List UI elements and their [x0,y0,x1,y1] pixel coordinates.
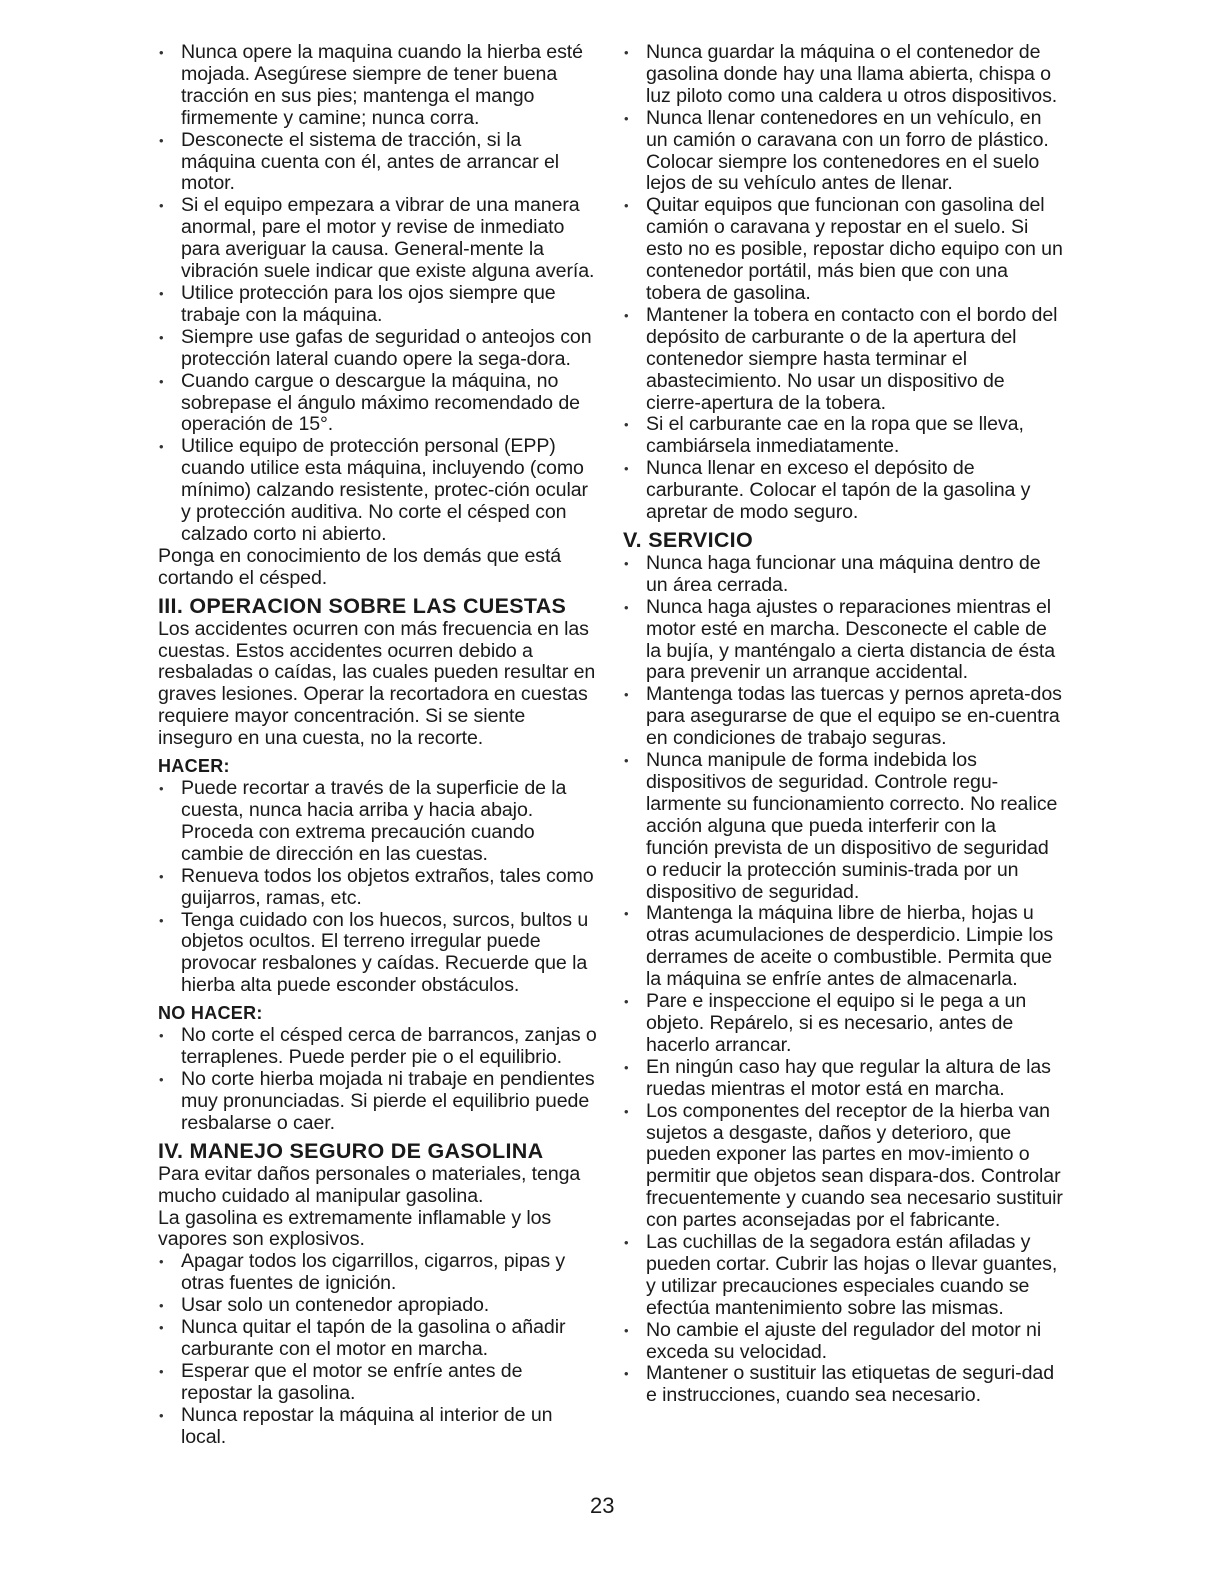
list-item: • Usar solo un contenedor apropiado. [158,1295,598,1317]
list-item: • Pare e inspeccione el equipo si le pega a un objeto. Repárelo, si es necesario, antes de hacerlo arrancar. [623,991,1063,1057]
paragraph: Para evitar daños personales o materiales, tenga mucho cuidado al manipular gasolina. [158,1162,581,1207]
list-item: • Puede recortar a través de la superficie de la cuesta, nunca hacia arriba y hacia abajo. Proceda con extrema precaución cuando cambie de dirección en las cuestas. [158,778,598,866]
list-item: • No cambie el ajuste del regulador del motor ni exceda su velocidad. [623,1320,1063,1364]
list-item: • Nunca opere la maquina cuando la hierba esté mojada. Asegúrese siempre de tener buena tracción en sus pies; mantenga el mango firmemente y camine; nunca corra. [158,42,598,130]
fuel-list-continued [623,42,1063,524]
service-list [623,553,1063,1407]
list-item: • Quitar equipos que funcionan con gasolina del camión o caravana y repostar en el suelo. Si esto no es posible, repostar dicho equipo con un contenedor portátil, más bien que con una tobera de gasolina. [623,195,1063,305]
list-item: • Utilice protección para los ojos siempre que trabaje con la máquina. [158,283,598,327]
list-item: • Nunca haga funcionar una máquina dentro de un área cerrada. [623,553,1063,597]
do-list [158,778,598,997]
list-item: • Esperar que el motor se enfríe antes de repostar la gasolina. [158,1361,598,1405]
list-item: • Desconecte el sistema de tracción, si la máquina cuenta con él, antes de arrancar el motor. [158,130,598,196]
list-item: • Tenga cuidado con los huecos, surcos, bultos u objetos ocultos. El terreno irregular puede provocar resbalones y caídas. Recuerde que la hierba alta puede esconder obstáculos. [158,910,598,998]
paragraph: Ponga en conocimiento de los demás que está cortando el césped. [158,544,562,589]
subheading-do: HACER: [158,756,230,777]
page-number: 23 [590,1493,615,1518]
section-heading-fuel: IV. MANEJO SEGURO DE GASOLINA [158,1138,544,1163]
list-item: • Mantener la tobera en contacto con el bordo del depósito de carburante o de la apertura del contenedor siempre hasta terminar el abastecimiento. No usar un dispositivo de cierre-apertura de la tobera. [623,305,1063,415]
list-item: • Si el carburante cae en la ropa que se lleva, cambiársela inmediatamente. [623,414,1063,458]
left-column [158,42,598,1448]
list-item: • Utilice equipo de protección personal (EPP) cuando utilice esta máquina, incluyendo (como mínimo) calzando resistente, protec-ción ocular y protección auditiva. No corte el césped con calzado corto ni abierto. [158,436,598,546]
list-item: • Nunca llenar en exceso el depósito de carburante. Colocar el tapón de la gasolina y apretar de modo seguro. [623,458,1063,524]
list-item: • Nunca haga ajustes o reparaciones mientras el motor esté en marcha. Desconecte el cable de la bujía, y manténgalo a cierta distancia de ésta para prevenir un arranque accidental. [623,597,1063,685]
section-heading-slopes: III. OPERACION SOBRE LAS CUESTAS [158,593,567,618]
list-item: • En ningún caso hay que regular la altura de las ruedas mientras el motor está en marcha. [623,1057,1063,1101]
list-item: • Los componentes del receptor de la hierba van sujetos a desgaste, daños y deterioro, que pueden exponer las partes en mov-imiento o permitir que objetos sean dispara-dos. Controlar frecuentemente y cuando sea necesario sustituir con partes aconsejadas por el fabricante. [623,1101,1063,1232]
list-item: • No corte hierba mojada ni trabaje en pendientes muy pronunciadas. Si pierde el equilibrio puede resbalarse o caer. [158,1069,598,1135]
list-item: • Nunca manipule de forma indebida los dispositivos de seguridad. Controle regu-larmente su funcionamiento correcto. No realice acción alguna que pueda interferir con la función prevista de un dispositivo de seguridad o reducir la protección suminis-trada por un dispositivo de seguridad. [623,750,1063,903]
list-item: • Nunca guardar la máquina o el contenedor de gasolina donde hay una llama abierta, chispa o luz piloto como una caldera u otros dispositivos. [623,42,1063,108]
list-item: • Siempre use gafas de seguridad o anteojos con protección lateral cuando opere la sega-dora. [158,327,598,371]
list-item: • Renueva todos los objetos extraños, tales como guijarros, ramas, etc. [158,866,598,910]
paragraph: La gasolina es extremamente inflamable y los vapores son explosivos. [158,1206,552,1251]
list-item: • Mantener o sustituir las etiquetas de seguri-dad e instrucciones, cuando sea necesario. [623,1363,1063,1407]
list-item: • Mantenga todas las tuercas y pernos apreta-dos para asegurarse de que el equipo se en-cuentra en condiciones de trabajo seguras. [623,684,1063,750]
section-heading-service: V. SERVICIO [623,527,753,552]
list-item: • Las cuchillas de la segadora están afiladas y pueden cortar. Cubrir las hojas o llevar guantes, y utilizar precauciones especiales cuando se efectúa mantenimiento sobre las mismas. [623,1232,1063,1320]
list-item: • Apagar todos los cigarrillos, cigarros, pipas y otras fuentes de ignición. [158,1251,598,1295]
list-item: • Nunca quitar el tapón de la gasolina o añadir carburante con el motor en marcha. [158,1317,598,1361]
list-item: • Cuando cargue o descargue la máquina, no sobrepase el ángulo máximo recomendado de operación de 15°. [158,371,598,437]
list-item: • No corte el césped cerca de barrancos, zanjas o terraplenes. Puede perder pie o el equilibrio. [158,1025,598,1069]
right-column [623,42,1063,1407]
fuel-list [158,1251,598,1448]
list-item: • Si el equipo empezara a vibrar de una manera anormal, pare el motor y revise de inmediato para averiguar la causa. General-mente la vibración suele indicar que existe alguna avería. [158,195,598,283]
list-item: • Nunca llenar contenedores en un vehículo, en un camión o caravana con un forro de plástico. Colocar siempre los contenedores en el suelo lejos de su vehículo antes de llenar. [623,108,1063,196]
paragraph: Los accidentes ocurren con más frecuencia en las cuestas. Estos accidentes ocurren debido a resbaladas o caídas, las cuales pueden resultar en graves lesiones. Operar la recortadora en cuestas requiere mayor concentración. Si se siente inseguro en una cuesta, no la recorte. [158,617,596,750]
list-item: • Nunca repostar la máquina al interior de un local. [158,1405,598,1449]
subheading-dont: NO HACER: [158,1003,263,1024]
safety-bullet-list [158,42,598,546]
list-item: • Mantenga la máquina libre de hierba, hojas u otras acumulaciones de desperdicio. Limpie los derrames de aceite o combustible. Permita que la máquina se enfríe antes de almacenarla. [623,903,1063,991]
dont-list [158,1025,598,1135]
